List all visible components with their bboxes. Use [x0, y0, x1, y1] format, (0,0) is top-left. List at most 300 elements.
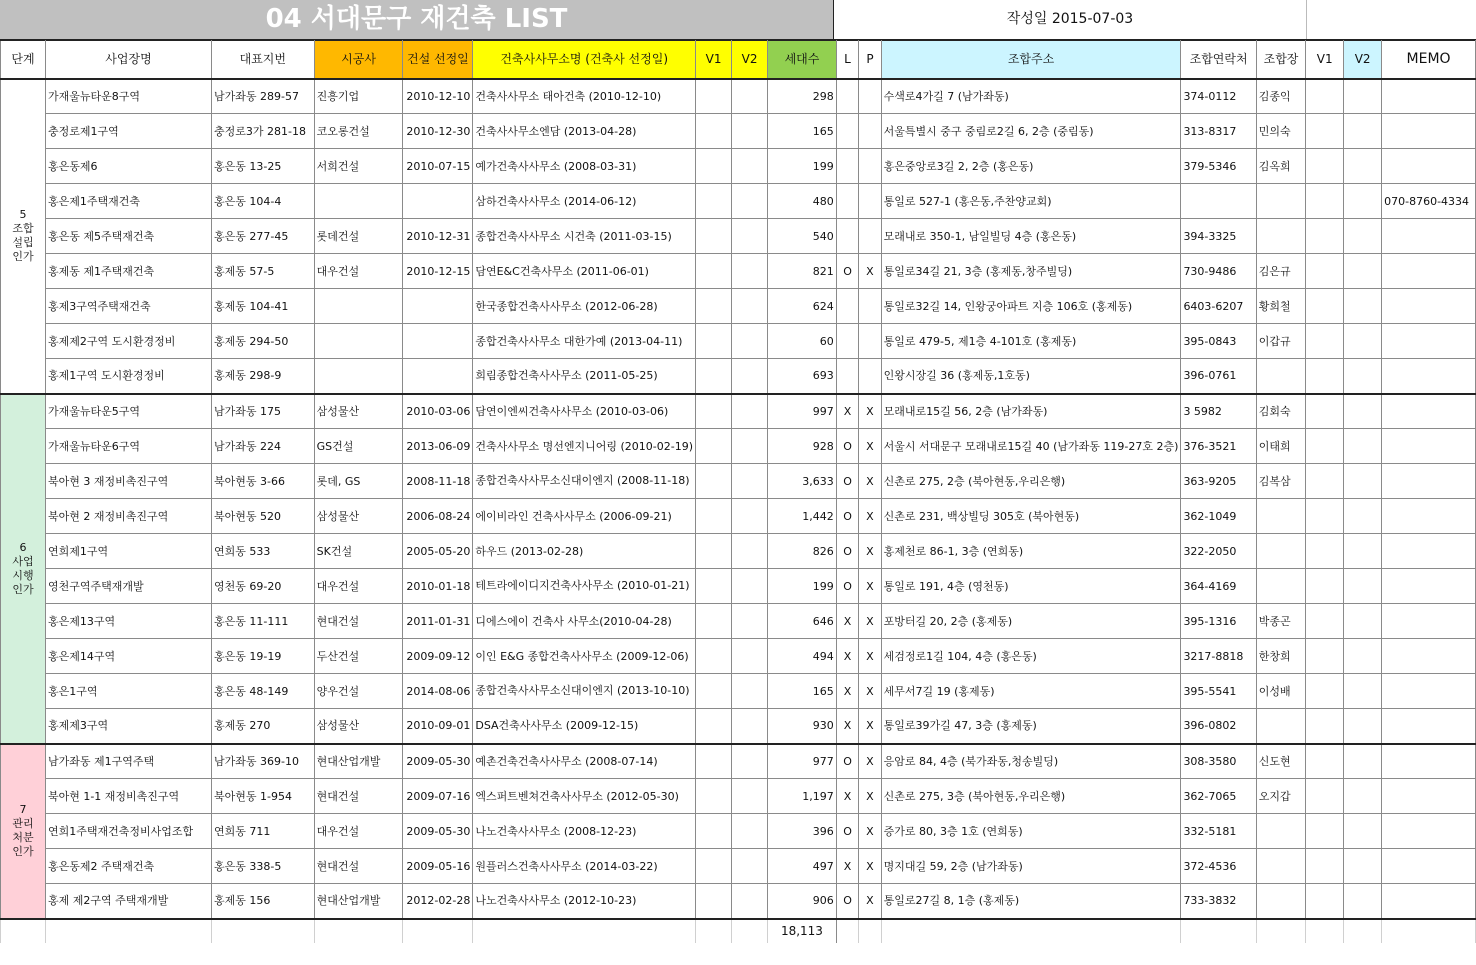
cell-v1[interactable]: [696, 569, 732, 604]
cell-p[interactable]: X: [859, 779, 881, 814]
cell-union-address[interactable]: 신촌로 275, 2층 (북아현동,우리은행): [881, 464, 1181, 499]
cell-v1[interactable]: [696, 674, 732, 709]
cell-l[interactable]: [836, 184, 858, 219]
cell-union-address[interactable]: 통일로 191, 4층 (영천동): [881, 569, 1181, 604]
cell-v1b[interactable]: [1306, 184, 1344, 219]
header-l[interactable]: L: [836, 41, 858, 79]
cell-v2b[interactable]: [1344, 324, 1382, 359]
cell-l[interactable]: X: [836, 709, 858, 744]
cell-builder[interactable]: 삼성물산: [314, 709, 403, 744]
cell-p[interactable]: [859, 289, 881, 324]
cell-union-address[interactable]: 응암로 84, 4층 (북가좌동,청송빌딩): [881, 744, 1181, 779]
cell-union-phone[interactable]: 362-7065: [1181, 779, 1256, 814]
cell-builder-date[interactable]: 2009-05-16: [403, 849, 473, 884]
cell-l[interactable]: O: [836, 464, 858, 499]
cell-union-phone[interactable]: 308-3580: [1181, 744, 1256, 779]
cell-architect[interactable]: 디에스에이 건축사 사무소(2010-04-28): [473, 604, 696, 639]
cell-union-address[interactable]: 수색로4가길 7 (남가좌동): [881, 79, 1181, 114]
cell-units[interactable]: 165: [768, 674, 837, 709]
header-builder[interactable]: 시공사: [314, 41, 403, 79]
cell-builder-date[interactable]: [403, 324, 473, 359]
cell-project-name[interactable]: 남가좌동 제1구역주택: [45, 744, 211, 779]
cell-lot-address[interactable]: 홍제동 156: [212, 884, 315, 919]
cell-architect[interactable]: 삼하건축사사무소 (2014-06-12): [473, 184, 696, 219]
cell-architect[interactable]: 나노건축사사무소 (2012-10-23): [473, 884, 696, 919]
cell-architect[interactable]: 원플러스건축사사무소 (2014-03-22): [473, 849, 696, 884]
cell-union-address[interactable]: 모래내로 350-1, 남일빌딩 4층 (홍은동): [881, 219, 1181, 254]
cell-units[interactable]: 497: [768, 849, 837, 884]
cell-union-head[interactable]: [1256, 569, 1305, 604]
header-union-phone[interactable]: 조합연락처: [1181, 41, 1256, 79]
cell-v1b[interactable]: [1306, 359, 1344, 394]
cell-v1[interactable]: [696, 604, 732, 639]
cell-memo[interactable]: [1382, 849, 1476, 884]
cell-v2b[interactable]: [1344, 219, 1382, 254]
cell-memo[interactable]: [1382, 289, 1476, 324]
cell-union-head[interactable]: 김종익: [1256, 79, 1305, 114]
cell-builder[interactable]: [314, 289, 403, 324]
cell-union-phone[interactable]: 332-5181: [1181, 814, 1256, 849]
cell-v2[interactable]: [732, 569, 768, 604]
cell-units[interactable]: 997: [768, 394, 837, 429]
cell-lot-address[interactable]: 충정로3가 281-18: [212, 114, 315, 149]
cell-union-head[interactable]: 박종곤: [1256, 604, 1305, 639]
cell-l[interactable]: [836, 114, 858, 149]
cell-units[interactable]: 199: [768, 569, 837, 604]
header-architect[interactable]: 건축사사무소명 (건축사 선정일): [473, 41, 696, 79]
cell-architect[interactable]: 희림종합건축사사무소 (2011-05-25): [473, 359, 696, 394]
header-name[interactable]: 사업장명: [45, 41, 211, 79]
header-v2[interactable]: V2: [732, 41, 768, 79]
cell-union-address[interactable]: 명지대길 59, 2층 (남가좌동): [881, 849, 1181, 884]
cell-union-phone[interactable]: 363-9205: [1181, 464, 1256, 499]
cell-memo[interactable]: [1382, 639, 1476, 674]
cell-architect[interactable]: 담연이엔씨건축사사무소 (2010-03-06): [473, 394, 696, 429]
cell-lot-address[interactable]: 홍제동 294-50: [212, 324, 315, 359]
cell-project-name[interactable]: 가재울뉴타운6구역: [45, 429, 211, 464]
cell-project-name[interactable]: 홍은동 제5주택재건축: [45, 219, 211, 254]
cell-lot-address[interactable]: 연희동 533: [212, 534, 315, 569]
cell-architect[interactable]: 건축사사무소 명선엔지니어링 (2010-02-19): [473, 429, 696, 464]
cell-p[interactable]: [859, 114, 881, 149]
cell-memo[interactable]: [1382, 744, 1476, 779]
cell-v1b[interactable]: [1306, 639, 1344, 674]
cell-l[interactable]: O: [836, 814, 858, 849]
cell-memo[interactable]: [1382, 814, 1476, 849]
cell-builder[interactable]: 롯데, GS: [314, 464, 403, 499]
cell-architect[interactable]: 엑스퍼트벤쳐건축사사무소 (2012-05-30): [473, 779, 696, 814]
header-p[interactable]: P: [859, 41, 881, 79]
cell-p[interactable]: [859, 79, 881, 114]
cell-units[interactable]: 977: [768, 744, 837, 779]
cell-units[interactable]: 646: [768, 604, 837, 639]
cell-v2[interactable]: [732, 464, 768, 499]
cell-units[interactable]: 826: [768, 534, 837, 569]
cell-architect[interactable]: 종합건축사사무소신대이엔지 (2008-11-18): [473, 464, 696, 499]
cell-v2b[interactable]: [1344, 744, 1382, 779]
cell-v2b[interactable]: [1344, 289, 1382, 324]
cell-builder-date[interactable]: 2012-02-28: [403, 884, 473, 919]
cell-builder[interactable]: 대우건설: [314, 814, 403, 849]
cell-p[interactable]: X: [859, 849, 881, 884]
cell-l[interactable]: O: [836, 254, 858, 289]
cell-builder[interactable]: [314, 359, 403, 394]
cell-architect[interactable]: 에이비라인 건축사사무소 (2006-09-21): [473, 499, 696, 534]
cell-memo[interactable]: [1382, 254, 1476, 289]
cell-architect[interactable]: 종합건축사사무소 시건축 (2011-03-15): [473, 219, 696, 254]
cell-l[interactable]: O: [836, 744, 858, 779]
cell-v2[interactable]: [732, 884, 768, 919]
cell-l[interactable]: X: [836, 604, 858, 639]
cell-p[interactable]: [859, 324, 881, 359]
cell-v2[interactable]: [732, 499, 768, 534]
cell-project-name[interactable]: 홍은1구역: [45, 674, 211, 709]
header-v2b[interactable]: V2: [1344, 41, 1382, 79]
cell-project-name[interactable]: 홍은제14구역: [45, 639, 211, 674]
cell-l[interactable]: [836, 79, 858, 114]
cell-project-name[interactable]: 가재울뉴타운8구역: [45, 79, 211, 114]
header-union-address[interactable]: 조합주소: [881, 41, 1181, 79]
cell-builder-date[interactable]: 2010-03-06: [403, 394, 473, 429]
cell-union-address[interactable]: 서울특별시 중구 중림로2길 6, 2층 (중림동): [881, 114, 1181, 149]
cell-p[interactable]: X: [859, 254, 881, 289]
cell-v1b[interactable]: [1306, 289, 1344, 324]
cell-p[interactable]: X: [859, 499, 881, 534]
cell-builder-date[interactable]: 2010-01-18: [403, 569, 473, 604]
cell-union-head[interactable]: [1256, 359, 1305, 394]
cell-v2b[interactable]: [1344, 394, 1382, 429]
cell-union-head[interactable]: 한창희: [1256, 639, 1305, 674]
cell-builder[interactable]: 삼성물산: [314, 499, 403, 534]
cell-project-name[interactable]: 홍제3구역주택재건축: [45, 289, 211, 324]
cell-v2b[interactable]: [1344, 814, 1382, 849]
cell-v1[interactable]: [696, 289, 732, 324]
cell-v2[interactable]: [732, 219, 768, 254]
cell-union-phone[interactable]: 3217-8818: [1181, 639, 1256, 674]
cell-builder[interactable]: [314, 324, 403, 359]
cell-v1[interactable]: [696, 639, 732, 674]
cell-lot-address[interactable]: 홍은동 11-111: [212, 604, 315, 639]
header-address[interactable]: 대표지번: [212, 41, 315, 79]
cell-union-phone[interactable]: 396-0802: [1181, 709, 1256, 744]
cell-lot-address[interactable]: 북아현동 3-66: [212, 464, 315, 499]
cell-union-phone[interactable]: 364-4169: [1181, 569, 1256, 604]
cell-union-head[interactable]: 김옥희: [1256, 149, 1305, 184]
cell-v1b[interactable]: [1306, 709, 1344, 744]
cell-union-phone[interactable]: 379-5346: [1181, 149, 1256, 184]
cell-architect[interactable]: 예가건축사사무소 (2008-03-31): [473, 149, 696, 184]
cell-union-head[interactable]: 이태희: [1256, 429, 1305, 464]
cell-l[interactable]: [836, 149, 858, 184]
cell-builder[interactable]: 양우건설: [314, 674, 403, 709]
cell-builder-date[interactable]: 2014-08-06: [403, 674, 473, 709]
cell-v1b[interactable]: [1306, 674, 1344, 709]
cell-architect[interactable]: 건축사사무소 태아건축 (2010-12-10): [473, 79, 696, 114]
cell-v1[interactable]: [696, 114, 732, 149]
cell-p[interactable]: X: [859, 464, 881, 499]
cell-union-phone[interactable]: 394-3325: [1181, 219, 1256, 254]
cell-v2[interactable]: [732, 429, 768, 464]
cell-units[interactable]: 1,442: [768, 499, 837, 534]
cell-p[interactable]: X: [859, 709, 881, 744]
cell-architect[interactable]: 건축사사무소엔담 (2013-04-28): [473, 114, 696, 149]
cell-l[interactable]: X: [836, 849, 858, 884]
cell-v2[interactable]: [732, 149, 768, 184]
cell-units[interactable]: 821: [768, 254, 837, 289]
header-units[interactable]: 세대수: [768, 41, 837, 79]
cell-project-name[interactable]: 북아현 2 재정비촉진구역: [45, 499, 211, 534]
cell-v2[interactable]: [732, 359, 768, 394]
cell-v1b[interactable]: [1306, 884, 1344, 919]
cell-v1b[interactable]: [1306, 149, 1344, 184]
cell-union-head[interactable]: 김복삼: [1256, 464, 1305, 499]
cell-memo[interactable]: [1382, 149, 1476, 184]
cell-union-address[interactable]: 인왕시장길 36 (홍제동,1호동): [881, 359, 1181, 394]
cell-memo[interactable]: [1382, 884, 1476, 919]
cell-p[interactable]: X: [859, 814, 881, 849]
cell-lot-address[interactable]: 남가좌동 224: [212, 429, 315, 464]
cell-builder-date[interactable]: 2013-06-09: [403, 429, 473, 464]
cell-union-address[interactable]: 통일로34길 21, 3층 (홍제동,창주빌딩): [881, 254, 1181, 289]
cell-v1b[interactable]: [1306, 534, 1344, 569]
cell-v2b[interactable]: [1344, 254, 1382, 289]
cell-lot-address[interactable]: 연희동 711: [212, 814, 315, 849]
cell-lot-address[interactable]: 영천동 69-20: [212, 569, 315, 604]
cell-union-phone[interactable]: [1181, 184, 1256, 219]
cell-memo[interactable]: [1382, 534, 1476, 569]
cell-v1b[interactable]: [1306, 604, 1344, 639]
cell-v1[interactable]: [696, 149, 732, 184]
cell-lot-address[interactable]: 홍은동 48-149: [212, 674, 315, 709]
cell-v1[interactable]: [696, 849, 732, 884]
cell-memo[interactable]: [1382, 499, 1476, 534]
cell-union-head[interactable]: [1256, 709, 1305, 744]
cell-memo[interactable]: [1382, 359, 1476, 394]
cell-p[interactable]: X: [859, 534, 881, 569]
cell-units[interactable]: 693: [768, 359, 837, 394]
cell-p[interactable]: X: [859, 639, 881, 674]
cell-units[interactable]: 298: [768, 79, 837, 114]
cell-union-phone[interactable]: 395-1316: [1181, 604, 1256, 639]
cell-lot-address[interactable]: 북아현동 520: [212, 499, 315, 534]
cell-v1b[interactable]: [1306, 219, 1344, 254]
cell-lot-address[interactable]: 홍은동 277-45: [212, 219, 315, 254]
cell-builder[interactable]: 삼성물산: [314, 394, 403, 429]
cell-units[interactable]: 624: [768, 289, 837, 324]
cell-units[interactable]: 906: [768, 884, 837, 919]
cell-v1[interactable]: [696, 884, 732, 919]
cell-memo[interactable]: [1382, 429, 1476, 464]
cell-v2[interactable]: [732, 254, 768, 289]
cell-union-head[interactable]: [1256, 849, 1305, 884]
cell-union-address[interactable]: 증가로 80, 3층 1호 (연희동): [881, 814, 1181, 849]
cell-v2[interactable]: [732, 639, 768, 674]
cell-union-head[interactable]: 김은규: [1256, 254, 1305, 289]
cell-project-name[interactable]: 홍은동제6: [45, 149, 211, 184]
cell-project-name[interactable]: 홍제제2구역 도시환경정비: [45, 324, 211, 359]
cell-union-head[interactable]: [1256, 219, 1305, 254]
cell-project-name[interactable]: 홍제1구역 도시환경정비: [45, 359, 211, 394]
cell-project-name[interactable]: 홍제제3구역: [45, 709, 211, 744]
cell-union-address[interactable]: 포방터길 20, 2층 (홍제동): [881, 604, 1181, 639]
cell-lot-address[interactable]: 홍은동 19-19: [212, 639, 315, 674]
cell-p[interactable]: X: [859, 744, 881, 779]
cell-union-head[interactable]: 이성배: [1256, 674, 1305, 709]
cell-v1[interactable]: [696, 534, 732, 569]
cell-lot-address[interactable]: 홍제동 104-41: [212, 289, 315, 324]
cell-v1[interactable]: [696, 184, 732, 219]
cell-v1b[interactable]: [1306, 779, 1344, 814]
cell-lot-address[interactable]: 남가좌동 369-10: [212, 744, 315, 779]
stage-cell[interactable]: 5 조합 설립 인가: [1, 79, 46, 394]
cell-project-name[interactable]: 홍은동제2 주택재건축: [45, 849, 211, 884]
cell-builder-date[interactable]: 2010-07-15: [403, 149, 473, 184]
cell-union-head[interactable]: [1256, 184, 1305, 219]
cell-p[interactable]: X: [859, 674, 881, 709]
cell-v1[interactable]: [696, 254, 732, 289]
cell-builder-date[interactable]: [403, 359, 473, 394]
cell-v1[interactable]: [696, 359, 732, 394]
cell-memo[interactable]: [1382, 674, 1476, 709]
cell-v2b[interactable]: [1344, 849, 1382, 884]
cell-project-name[interactable]: 연희제1구역: [45, 534, 211, 569]
cell-architect[interactable]: 종합건축사사무소 대한가예 (2013-04-11): [473, 324, 696, 359]
cell-l[interactable]: O: [836, 429, 858, 464]
cell-v2b[interactable]: [1344, 639, 1382, 674]
stage-cell[interactable]: 6 사업 시행 인가: [1, 394, 46, 744]
cell-project-name[interactable]: 충정로제1구역: [45, 114, 211, 149]
cell-project-name[interactable]: 홍은제1주택재건축: [45, 184, 211, 219]
cell-union-phone[interactable]: 362-1049: [1181, 499, 1256, 534]
cell-units[interactable]: 494: [768, 639, 837, 674]
cell-v2[interactable]: [732, 534, 768, 569]
cell-union-head[interactable]: [1256, 884, 1305, 919]
cell-l[interactable]: X: [836, 639, 858, 674]
cell-v1b[interactable]: [1306, 569, 1344, 604]
cell-memo[interactable]: [1382, 464, 1476, 499]
cell-union-phone[interactable]: 374-0112: [1181, 79, 1256, 114]
cell-units[interactable]: 928: [768, 429, 837, 464]
cell-v2b[interactable]: [1344, 499, 1382, 534]
cell-v2[interactable]: [732, 289, 768, 324]
cell-lot-address[interactable]: 홍은동 13-25: [212, 149, 315, 184]
cell-union-head[interactable]: 오지갑: [1256, 779, 1305, 814]
cell-lot-address[interactable]: 남가좌동 175: [212, 394, 315, 429]
cell-l[interactable]: O: [836, 884, 858, 919]
cell-v1[interactable]: [696, 779, 732, 814]
cell-builder[interactable]: 코오롱건설: [314, 114, 403, 149]
cell-union-address[interactable]: 통일로 479-5, 제1층 4-101호 (홍제동): [881, 324, 1181, 359]
cell-l[interactable]: X: [836, 779, 858, 814]
cell-v1[interactable]: [696, 394, 732, 429]
cell-lot-address[interactable]: 홍제동 270: [212, 709, 315, 744]
cell-builder[interactable]: 현대산업개발: [314, 744, 403, 779]
cell-builder[interactable]: 대우건설: [314, 254, 403, 289]
cell-v2[interactable]: [732, 324, 768, 359]
cell-lot-address[interactable]: 홍은동 338-5: [212, 849, 315, 884]
cell-v1[interactable]: [696, 744, 732, 779]
cell-project-name[interactable]: 북아현 3 재정비촉진구역: [45, 464, 211, 499]
cell-builder-date[interactable]: 2006-08-24: [403, 499, 473, 534]
cell-architect[interactable]: 담연E&C건축사무소 (2011-06-01): [473, 254, 696, 289]
cell-v1b[interactable]: [1306, 464, 1344, 499]
cell-union-address[interactable]: 신촌로 275, 3층 (북아현동,우리은행): [881, 779, 1181, 814]
cell-v2[interactable]: [732, 79, 768, 114]
cell-builder[interactable]: 현대건설: [314, 779, 403, 814]
cell-union-address[interactable]: 통일로39가길 47, 3층 (홍제동): [881, 709, 1181, 744]
cell-units[interactable]: 60: [768, 324, 837, 359]
cell-union-phone[interactable]: 372-4536: [1181, 849, 1256, 884]
cell-lot-address[interactable]: 북아현동 1-954: [212, 779, 315, 814]
cell-v1b[interactable]: [1306, 114, 1344, 149]
cell-memo[interactable]: [1382, 114, 1476, 149]
cell-union-head[interactable]: [1256, 814, 1305, 849]
cell-l[interactable]: O: [836, 534, 858, 569]
cell-v2b[interactable]: [1344, 709, 1382, 744]
cell-l[interactable]: [836, 324, 858, 359]
header-builder-date[interactable]: 건설 선정일: [403, 41, 473, 79]
cell-memo[interactable]: [1382, 604, 1476, 639]
cell-builder[interactable]: [314, 184, 403, 219]
cell-v2[interactable]: [732, 779, 768, 814]
cell-memo[interactable]: [1382, 709, 1476, 744]
cell-v1b[interactable]: [1306, 79, 1344, 114]
cell-v2[interactable]: [732, 184, 768, 219]
cell-v2b[interactable]: [1344, 79, 1382, 114]
cell-memo[interactable]: [1382, 569, 1476, 604]
cell-union-address[interactable]: 세무서7길 19 (홍제동): [881, 674, 1181, 709]
cell-builder[interactable]: 대우건설: [314, 569, 403, 604]
cell-lot-address[interactable]: 홍제동 57-5: [212, 254, 315, 289]
cell-memo[interactable]: [1382, 394, 1476, 429]
cell-v1b[interactable]: [1306, 814, 1344, 849]
cell-units[interactable]: 3,633: [768, 464, 837, 499]
cell-union-address[interactable]: 서울시 서대문구 모래내로15길 40 (남가좌동 119-27호 2층): [881, 429, 1181, 464]
cell-units[interactable]: 480: [768, 184, 837, 219]
cell-v1[interactable]: [696, 324, 732, 359]
header-stage[interactable]: 단계: [1, 41, 46, 79]
cell-builder-date[interactable]: 2010-12-15: [403, 254, 473, 289]
cell-architect[interactable]: 하우드 (2013-02-28): [473, 534, 696, 569]
cell-v1b[interactable]: [1306, 394, 1344, 429]
cell-v1b[interactable]: [1306, 744, 1344, 779]
cell-builder[interactable]: 서희건설: [314, 149, 403, 184]
cell-union-phone[interactable]: 6403-6207: [1181, 289, 1256, 324]
cell-union-head[interactable]: 이갑규: [1256, 324, 1305, 359]
cell-builder[interactable]: 현대건설: [314, 604, 403, 639]
cell-builder-date[interactable]: 2010-12-30: [403, 114, 473, 149]
cell-union-phone[interactable]: 733-3832: [1181, 884, 1256, 919]
cell-union-phone[interactable]: 395-5541: [1181, 674, 1256, 709]
cell-p[interactable]: [859, 219, 881, 254]
cell-v2b[interactable]: [1344, 184, 1382, 219]
cell-v1b[interactable]: [1306, 324, 1344, 359]
cell-builder-date[interactable]: 2005-05-20: [403, 534, 473, 569]
cell-l[interactable]: X: [836, 394, 858, 429]
cell-units[interactable]: 396: [768, 814, 837, 849]
cell-p[interactable]: [859, 149, 881, 184]
cell-builder[interactable]: 롯데건설: [314, 219, 403, 254]
cell-l[interactable]: O: [836, 569, 858, 604]
cell-union-phone[interactable]: 3 5982: [1181, 394, 1256, 429]
cell-union-head[interactable]: [1256, 534, 1305, 569]
cell-v1[interactable]: [696, 499, 732, 534]
cell-architect[interactable]: 종합건축사사무소신대이엔지 (2013-10-10): [473, 674, 696, 709]
stage-cell[interactable]: 7 관리 처분 인가: [1, 744, 46, 919]
cell-memo[interactable]: [1382, 79, 1476, 114]
cell-v2b[interactable]: [1344, 884, 1382, 919]
cell-builder-date[interactable]: [403, 184, 473, 219]
